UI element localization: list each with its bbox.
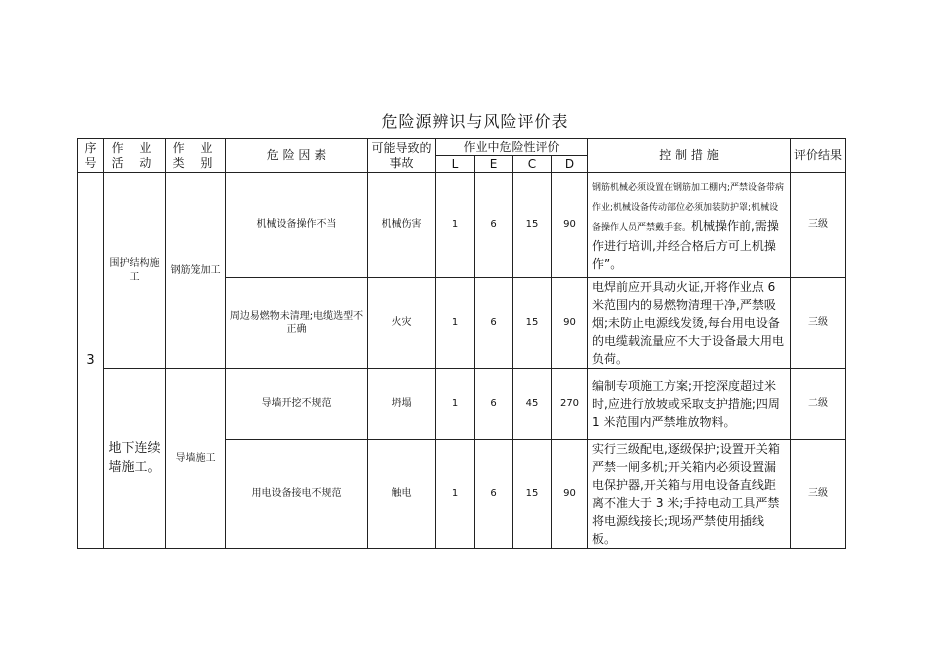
E-cell: 6 <box>475 173 513 278</box>
control-cell: 电焊前应开具动火证,开将作业点 6 米范围内的易燃物清理干净,严禁吸烟;未防止电源线发烫,每台用电设备的电缆载流量应不大于设备最大用电负荷。 <box>588 278 791 369</box>
header-accident: 可能导致的事故 <box>368 139 436 173</box>
C-cell: 15 <box>513 440 552 549</box>
risk-table <box>77 138 846 549</box>
header-C: C <box>513 156 552 173</box>
C-cell: 45 <box>513 369 552 440</box>
control-cell <box>588 173 791 278</box>
D-cell: 90 <box>552 440 588 549</box>
C-cell: 15 <box>513 278 552 369</box>
hazard-cell: 周边易燃物未清理;电缆选型不正确 <box>226 278 368 369</box>
E-cell: 6 <box>475 440 513 549</box>
L-cell: 1 <box>436 369 475 440</box>
control-text-large: 机械操作前,需操作进行培训,并经合格后方可上机操作”。 <box>592 219 779 271</box>
L-cell: 1 <box>436 278 475 369</box>
header-L: L <box>436 156 475 173</box>
header-D: D <box>552 156 588 173</box>
header-hazard: 危 险 因 素 <box>226 139 368 173</box>
result-cell: 三级 <box>791 440 846 549</box>
table-row <box>78 173 846 278</box>
accident-cell: 机械伤害 <box>368 173 436 278</box>
E-cell: 6 <box>475 278 513 369</box>
header-category: 作 业 类 别 <box>166 139 226 173</box>
header-seq: 序号 <box>78 139 104 173</box>
table-row <box>78 369 846 440</box>
hazard-cell: 导墙开挖不规范 <box>226 369 368 440</box>
accident-cell: 火灾 <box>368 278 436 369</box>
header-row <box>78 139 846 156</box>
D-cell: 90 <box>552 173 588 278</box>
result-cell: 三级 <box>791 278 846 369</box>
category-cell: 导墙施工 <box>166 369 226 549</box>
result-cell: 三级 <box>791 173 846 278</box>
control-cell: 编制专项施工方案;开挖深度超过米时,应进行放坡或采取支护措施;四周 1 米范围内严禁堆放物料。 <box>588 369 791 440</box>
L-cell: 1 <box>436 173 475 278</box>
activity-cell: 地下连续墙施工。 <box>104 369 166 549</box>
header-evaluation: 作业中危险性评价 <box>436 139 588 156</box>
D-cell: 270 <box>552 369 588 440</box>
L-cell: 1 <box>436 440 475 549</box>
accident-cell: 坍塌 <box>368 369 436 440</box>
accident-cell: 触电 <box>368 440 436 549</box>
hazard-cell: 机械设备操作不当 <box>226 173 368 278</box>
header-E: E <box>475 156 513 173</box>
seq-cell: 3 <box>78 173 104 549</box>
result-cell: 二级 <box>791 369 846 440</box>
hazard-cell: 用电设备接电不规范 <box>226 440 368 549</box>
D-cell: 90 <box>552 278 588 369</box>
E-cell: 6 <box>475 369 513 440</box>
category-cell: 钢筋笼加工 <box>166 173 226 369</box>
activity-cell: 围护结构施工 <box>104 173 166 369</box>
C-cell: 15 <box>513 173 552 278</box>
control-text-small: 钢筋机械必须设置在钢筋加工棚内;严禁设备带病作业;机械设备传动部位必须加装防护罩;机械设备操作人员严禁戴手套。 <box>592 183 785 233</box>
control-cell: 实行三级配电,逐级保护;设置开关箱严禁一闸多机;开关箱内必须设置漏电保护器,开关箱与用电设备直线距离不准大于 3 米;手持电动工具严禁将电源线接长;现场严禁使用插线板。 <box>588 440 791 549</box>
header-control: 控 制 措 施 <box>588 139 791 173</box>
header-activity: 作 业 活 动 <box>104 139 166 173</box>
header-result: 评价结果 <box>791 139 846 173</box>
page-title: 危险源辨识与风险评价表 <box>381 112 569 131</box>
